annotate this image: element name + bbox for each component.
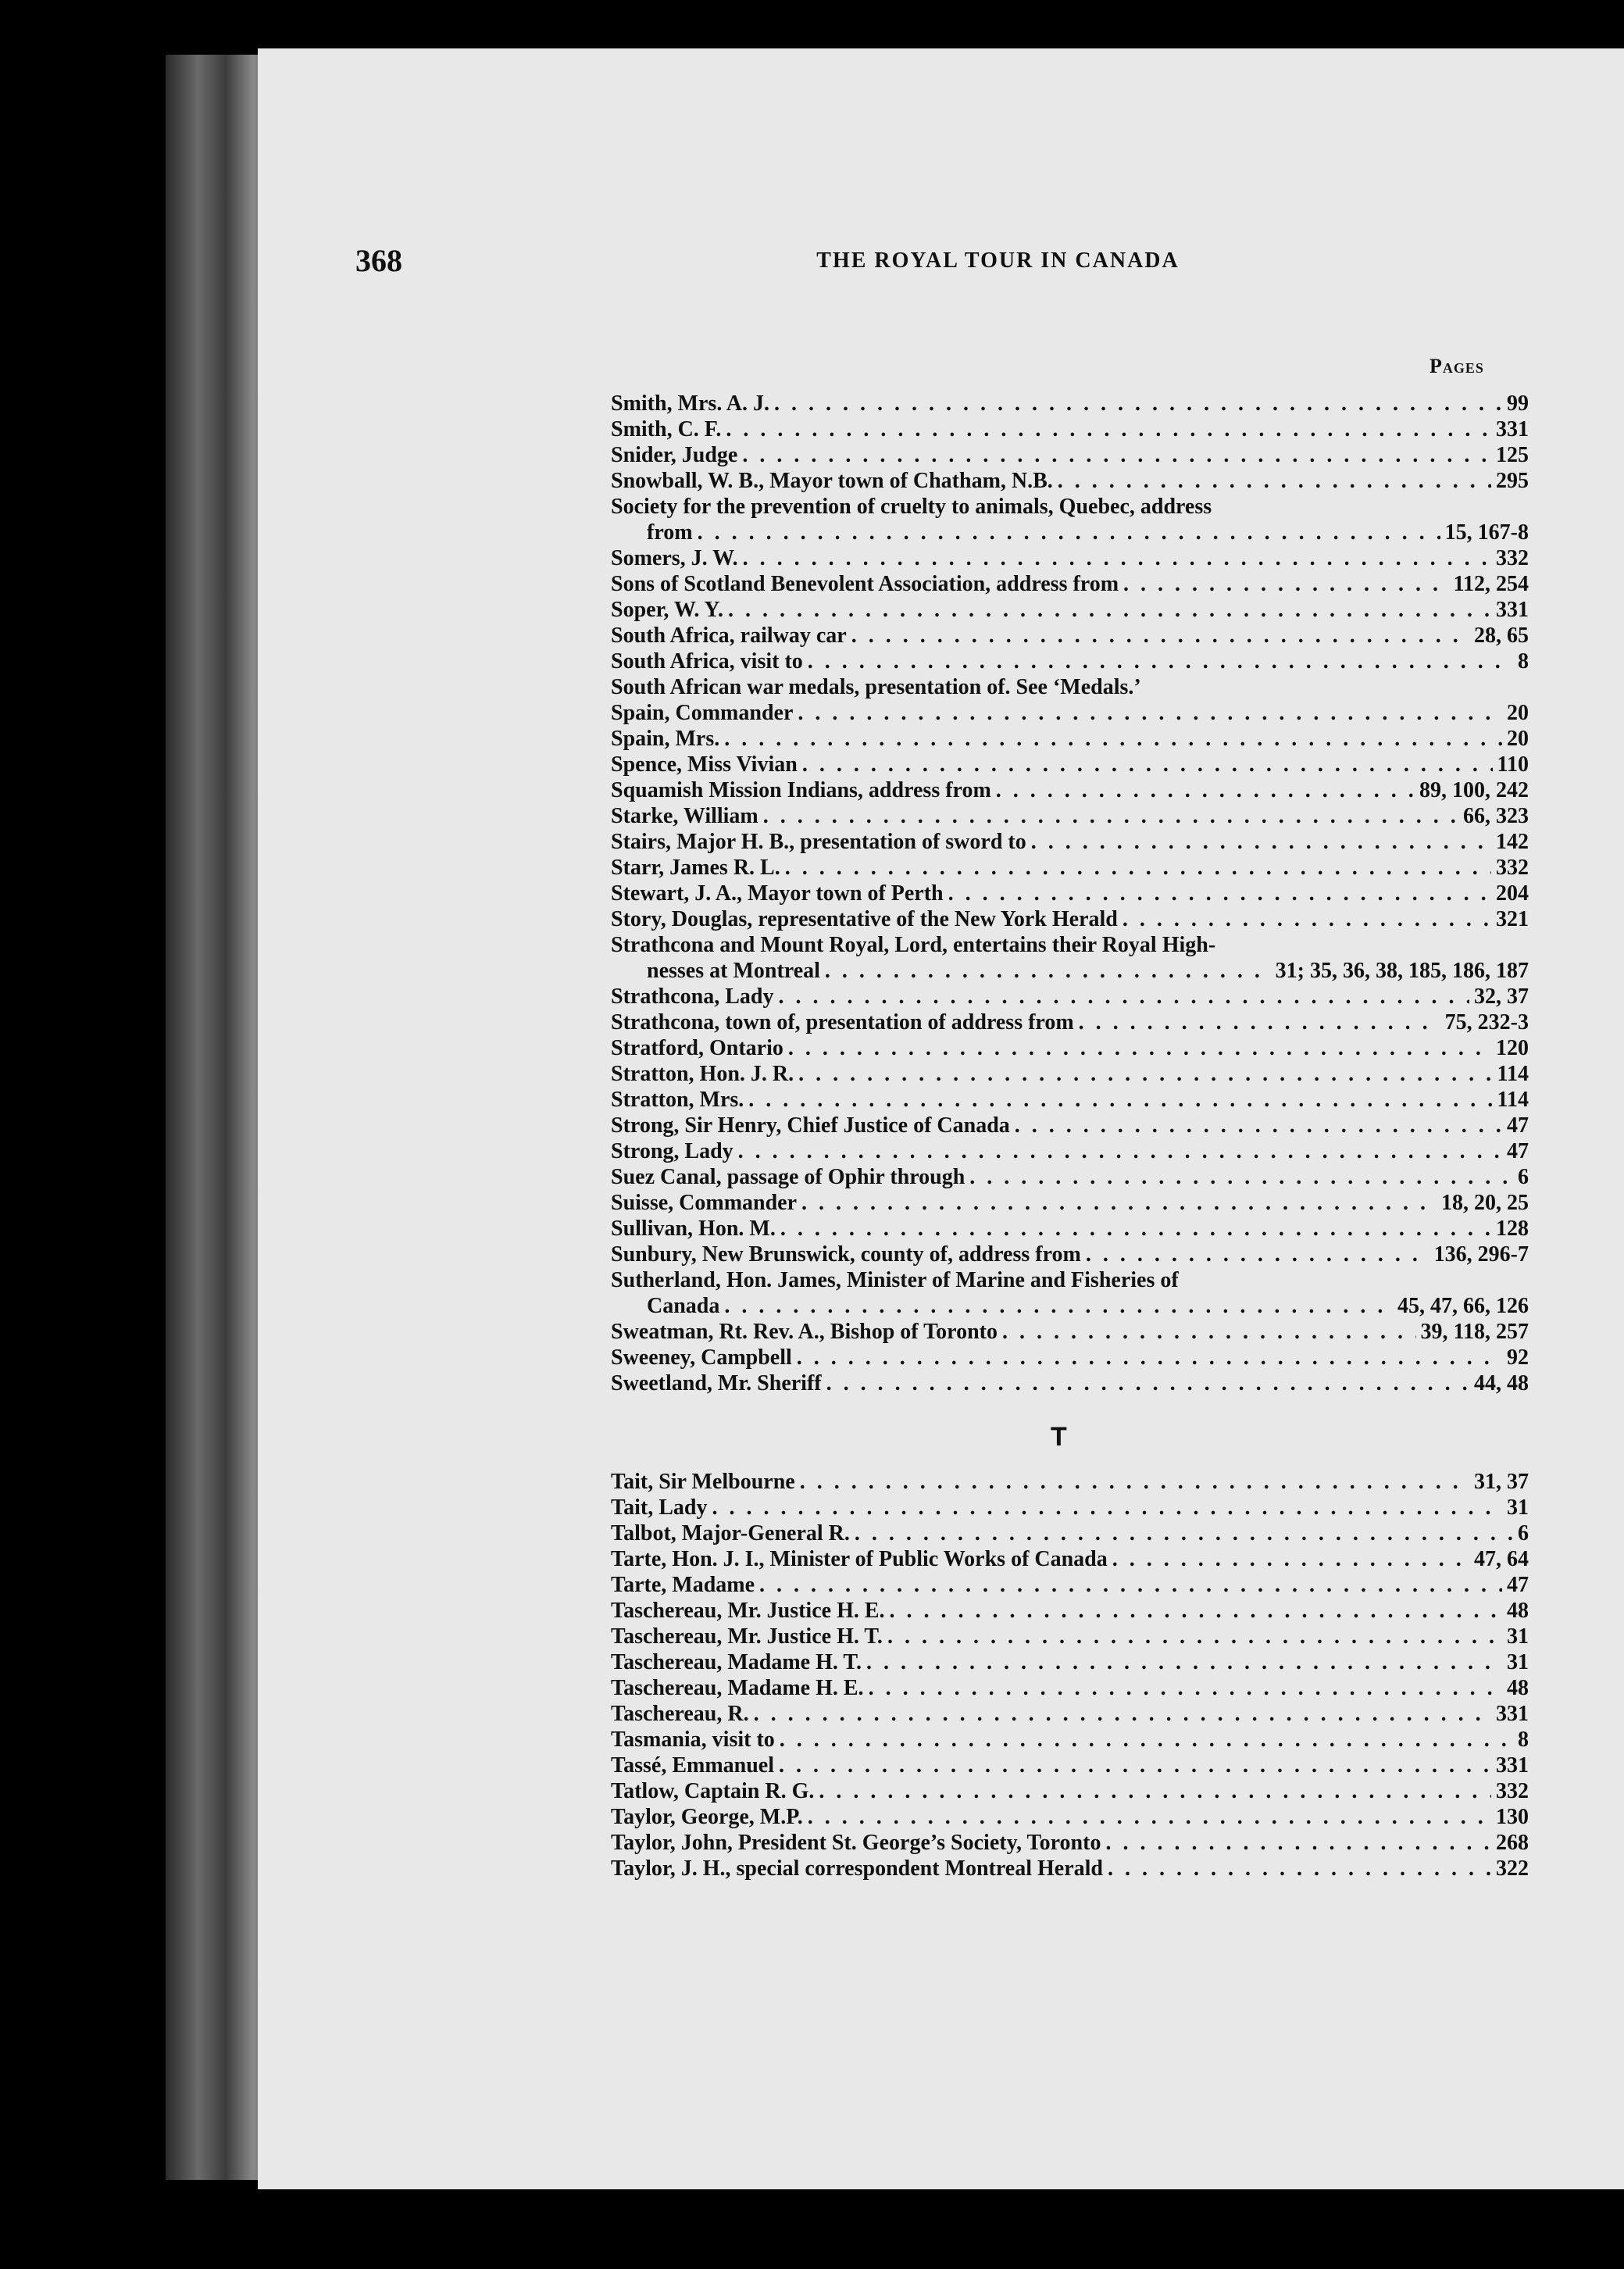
dot-leader	[1031, 829, 1491, 855]
running-title: THE ROYAL TOUR IN CANADA	[816, 248, 1180, 273]
index-entry	[611, 803, 1529, 829]
entry-pages: 75, 232-3	[1444, 1010, 1529, 1034]
entry-pages: 136, 296-7	[1433, 1242, 1529, 1267]
entry-name: Spence, Miss Vivian	[611, 752, 798, 777]
index-entry	[611, 958, 1529, 984]
entry-pages: 31	[1507, 1495, 1529, 1520]
dot-leader	[887, 1624, 1502, 1649]
index-entry	[611, 391, 1529, 416]
entry-name: Snider, Judge	[611, 443, 738, 467]
entry-pages: 47	[1507, 1113, 1529, 1138]
entry-pages: 332	[1496, 856, 1529, 880]
index-entry	[611, 829, 1529, 855]
entry-pages: 112, 254	[1453, 572, 1529, 596]
index-entry	[611, 1469, 1529, 1495]
index-entry	[611, 1856, 1529, 1881]
dot-leader	[726, 416, 1491, 442]
entry-pages: 45, 47, 66, 126	[1397, 1294, 1529, 1318]
entry-pages: 31, 37	[1474, 1470, 1529, 1494]
entry-name: Strathcona and Mount Royal, Lord, entertains their Royal High-	[611, 933, 1216, 957]
entry-name: Tassé, Emmanuel	[611, 1753, 775, 1778]
dot-leader	[1015, 1113, 1502, 1138]
index-entry	[611, 468, 1529, 494]
index-entry	[611, 932, 1529, 958]
entry-pages: 31	[1507, 1624, 1529, 1649]
entry-pages: 8	[1518, 1728, 1529, 1752]
index-entry	[611, 1804, 1529, 1830]
index-entry	[611, 597, 1529, 623]
entry-pages: 332	[1496, 546, 1529, 570]
dot-leader	[1123, 571, 1449, 597]
dot-leader	[808, 649, 1513, 674]
index-entry	[611, 1138, 1529, 1164]
index-entry	[611, 906, 1529, 932]
index-entry	[611, 442, 1529, 468]
dot-leader	[851, 623, 1469, 649]
entry-pages: 47	[1507, 1139, 1529, 1163]
entry-name: Taschereau, Mr. Justice H. E.	[611, 1599, 885, 1623]
entry-name: Sweetland, Mr. Sheriff	[611, 1371, 822, 1395]
entry-pages: 331	[1496, 1753, 1529, 1778]
entry-pages: 204	[1496, 881, 1529, 906]
entry-pages: 89, 100, 242	[1419, 778, 1529, 802]
index-entry	[611, 1649, 1529, 1675]
entry-name: Taschereau, Madame H. T.	[611, 1650, 862, 1674]
entry-pages: 44, 48	[1474, 1371, 1529, 1395]
entry-pages: 110	[1497, 752, 1529, 777]
entry-pages: 6	[1518, 1165, 1529, 1189]
entry-name: Taylor, John, President St. George’s Society, Toronto	[611, 1831, 1101, 1855]
dot-leader	[826, 1370, 1469, 1396]
index-entry	[611, 1267, 1529, 1293]
entry-pages: 66, 323	[1463, 804, 1529, 828]
entry-name: South African war medals, presentation of. See ‘Medals.’	[611, 675, 1141, 699]
index-entry	[611, 1035, 1529, 1061]
entry-name: Sweeney, Campbell	[611, 1345, 792, 1370]
entry-name: Taschereau, Mr. Justice H. T.	[611, 1624, 883, 1649]
entry-pages: 331	[1496, 598, 1529, 622]
entry-name: Story, Douglas, representative of the New York Herald	[611, 907, 1118, 931]
entry-pages: 321	[1496, 907, 1529, 931]
entry-name: Smith, C. F.	[611, 417, 722, 441]
entry-pages: 128	[1496, 1217, 1529, 1241]
dot-leader	[724, 1293, 1393, 1319]
index-entry	[611, 1345, 1529, 1370]
index-entry	[611, 1319, 1529, 1345]
dot-leader	[728, 597, 1491, 623]
entry-pages: 125	[1496, 443, 1529, 467]
dot-leader	[774, 391, 1502, 416]
entry-pages: 322	[1496, 1856, 1529, 1881]
entry-pages: 48	[1507, 1599, 1529, 1623]
entry-name: South Africa, railway car	[611, 624, 847, 648]
dot-leader	[738, 1138, 1502, 1164]
dot-leader	[1058, 468, 1491, 494]
index-entry	[611, 1190, 1529, 1216]
index-entry	[611, 1087, 1529, 1113]
index-entry	[611, 416, 1529, 442]
dot-leader	[778, 984, 1469, 1009]
index-entry	[611, 1546, 1529, 1572]
index-entry	[611, 777, 1529, 803]
index-entry	[611, 1293, 1529, 1319]
entry-name: from	[647, 520, 693, 545]
dot-leader	[969, 1164, 1513, 1190]
dot-leader	[743, 545, 1491, 571]
entry-name: Taylor, J. H., special correspondent Montreal Herald	[611, 1856, 1103, 1881]
entry-name: Stratton, Mrs.	[611, 1088, 744, 1112]
dot-leader	[748, 1087, 1492, 1113]
entry-pages: 268	[1496, 1831, 1529, 1855]
dot-leader	[996, 777, 1415, 803]
entry-name: Taylor, George, M.P.	[611, 1805, 803, 1829]
index-entry	[611, 855, 1529, 881]
index-entry	[611, 1164, 1529, 1190]
entry-name: South Africa, visit to	[611, 649, 803, 674]
dot-leader	[759, 1572, 1502, 1598]
index-entry	[611, 1753, 1529, 1778]
dot-leader	[866, 1649, 1502, 1675]
entry-name: Tarte, Hon. J. I., Minister of Public Works of Canada	[611, 1547, 1108, 1571]
entry-pages: 130	[1496, 1805, 1529, 1829]
index-entry	[611, 623, 1529, 649]
index-entry	[611, 1675, 1529, 1701]
entry-name: Tatlow, Captain R. G.	[611, 1779, 815, 1803]
dot-leader	[1108, 1856, 1491, 1881]
index-section-t	[611, 1469, 1529, 1881]
entry-pages: 331	[1496, 417, 1529, 441]
index-entry	[611, 1009, 1529, 1035]
entry-pages: 47	[1507, 1573, 1529, 1597]
dot-leader	[1112, 1546, 1469, 1572]
index-entry	[611, 1727, 1529, 1753]
index-entry	[611, 1242, 1529, 1267]
entry-name: nesses at Montreal	[647, 959, 820, 983]
dot-leader	[800, 1469, 1469, 1495]
index-entry	[611, 1624, 1529, 1649]
dot-leader	[819, 1778, 1491, 1804]
entry-name: Society for the prevention of cruelty to animals, Quebec, address	[611, 495, 1212, 519]
entry-name: Somers, J. W.	[611, 546, 738, 570]
entry-name: Suez Canal, passage of Ophir through	[611, 1165, 965, 1189]
index-entry	[611, 649, 1529, 674]
dot-leader	[797, 1345, 1502, 1370]
dot-leader	[780, 1727, 1513, 1753]
entry-pages: 6	[1518, 1521, 1529, 1545]
entry-name: Stratton, Hon. J. R.	[611, 1062, 794, 1086]
dot-leader	[802, 752, 1493, 777]
entry-pages: 39, 118, 257	[1420, 1320, 1529, 1344]
dot-leader	[698, 520, 1440, 545]
index-entry	[611, 1778, 1529, 1804]
index-entry	[611, 1520, 1529, 1546]
entry-pages: 8	[1518, 649, 1529, 674]
index-entry	[611, 1495, 1529, 1520]
dot-leader	[742, 442, 1491, 468]
index-entry	[611, 1830, 1529, 1856]
entry-pages: 99	[1507, 391, 1529, 416]
entry-name: Tasmania, visit to	[611, 1728, 775, 1752]
dot-leader	[825, 958, 1271, 984]
entry-name: Soper, W. Y.	[611, 598, 723, 622]
entry-name: Smith, Mrs. A. J.	[611, 391, 769, 416]
entry-pages: 28, 65	[1474, 624, 1529, 648]
entry-name: Taschereau, Madame H. E.	[611, 1676, 864, 1700]
dot-leader	[754, 1701, 1491, 1727]
index-entry	[611, 881, 1529, 906]
entry-pages: 32, 37	[1474, 984, 1529, 1009]
section-letter-heading: T	[1051, 1422, 1067, 1452]
index-entry	[611, 1598, 1529, 1624]
dot-leader	[763, 803, 1458, 829]
entry-name: Strathcona, Lady	[611, 984, 774, 1009]
entry-name: Canada	[647, 1294, 720, 1318]
entry-name: Sutherland, Hon. James, Minister of Marine and Fisheries of	[611, 1268, 1179, 1292]
index-entry	[611, 494, 1529, 520]
entry-pages: 20	[1507, 727, 1529, 751]
entry-name: Tait, Sir Melbourne	[611, 1470, 795, 1494]
dot-leader	[785, 855, 1491, 881]
dot-leader	[808, 1804, 1491, 1830]
pages-column-heading: Pages	[1429, 355, 1484, 377]
index-section-s	[611, 391, 1529, 1396]
entry-name: Stairs, Major H. B., presentation of sword to	[611, 830, 1026, 854]
index-entry	[611, 1701, 1529, 1727]
index-entry	[611, 700, 1529, 726]
entry-name: Taschereau, R.	[611, 1702, 749, 1726]
dot-leader	[798, 1061, 1492, 1087]
index-entry	[611, 545, 1529, 571]
dot-leader	[1123, 906, 1491, 932]
dot-leader	[890, 1598, 1502, 1624]
entry-name: Starr, James R. L.	[611, 856, 780, 880]
entry-name: Tarte, Madame	[611, 1573, 755, 1597]
entry-name: Suisse, Commander	[611, 1191, 798, 1215]
entry-name: Tait, Lady	[611, 1495, 708, 1520]
dot-leader	[780, 1216, 1491, 1242]
entry-name: Spain, Commander	[611, 701, 794, 725]
page-header	[355, 242, 1508, 289]
entry-name: Spain, Mrs.	[611, 727, 720, 751]
dot-leader	[801, 1190, 1437, 1216]
entry-pages: 114	[1497, 1088, 1529, 1112]
dot-leader	[855, 1520, 1513, 1546]
index-entry	[611, 1216, 1529, 1242]
index-entry	[611, 984, 1529, 1009]
entry-pages: 48	[1507, 1676, 1529, 1700]
dot-leader	[798, 700, 1502, 726]
dot-leader	[948, 881, 1491, 906]
dot-leader	[788, 1035, 1491, 1061]
index-entry	[611, 1061, 1529, 1087]
dot-leader	[1086, 1242, 1429, 1267]
index-entry	[611, 1370, 1529, 1396]
index-entry	[611, 752, 1529, 777]
dot-leader	[724, 726, 1502, 752]
entry-name: Talbot, Major-General R.	[611, 1521, 850, 1545]
entry-name: Stewart, J. A., Mayor town of Perth	[611, 881, 944, 906]
entry-pages: 31; 35, 36, 38, 185, 186, 187	[1275, 959, 1529, 983]
entry-name: Stratford, Ontario	[611, 1036, 783, 1060]
dot-leader	[779, 1753, 1491, 1778]
entry-pages: 114	[1497, 1062, 1529, 1086]
index-entry	[611, 1113, 1529, 1138]
dot-leader	[1079, 1009, 1440, 1035]
entry-pages: 332	[1496, 1779, 1529, 1803]
entry-name: Snowball, W. B., Mayor town of Chatham, N.B.	[611, 469, 1053, 493]
entry-pages: 331	[1496, 1702, 1529, 1726]
index-entry	[611, 1572, 1529, 1598]
entry-name: Strathcona, town of, presentation of address from	[611, 1010, 1074, 1034]
index-entry	[611, 571, 1529, 597]
entry-pages: 31	[1507, 1650, 1529, 1674]
entry-name: Starke, William	[611, 804, 758, 828]
index-entry	[611, 520, 1529, 545]
dot-leader	[1002, 1319, 1416, 1345]
entry-pages: 295	[1496, 469, 1529, 493]
entry-pages: 18, 20, 25	[1441, 1191, 1529, 1215]
entry-name: Sunbury, New Brunswick, county of, address from	[611, 1242, 1081, 1267]
page-number: 368	[355, 243, 402, 278]
entry-name: Sons of Scotland Benevolent Association, address from	[611, 572, 1119, 596]
entry-name: Sweatman, Rt. Rev. A., Bishop of Toronto	[611, 1320, 998, 1344]
dot-leader	[1105, 1830, 1491, 1856]
entry-name: Sullivan, Hon. M.	[611, 1217, 776, 1241]
entry-pages: 92	[1507, 1345, 1529, 1370]
index-entry	[611, 726, 1529, 752]
entry-name: Squamish Mission Indians, address from	[611, 778, 991, 802]
index-entry	[611, 674, 1529, 700]
entry-pages: 142	[1496, 830, 1529, 854]
dot-leader	[712, 1495, 1502, 1520]
entry-pages: 47, 64	[1474, 1547, 1529, 1571]
entry-name: Strong, Sir Henry, Chief Justice of Canada	[611, 1113, 1010, 1138]
dot-leader	[869, 1675, 1502, 1701]
entry-pages: 15, 167-8	[1444, 520, 1529, 545]
entry-pages: 120	[1496, 1036, 1529, 1060]
entry-pages: 20	[1507, 701, 1529, 725]
entry-name: Strong, Lady	[611, 1139, 733, 1163]
